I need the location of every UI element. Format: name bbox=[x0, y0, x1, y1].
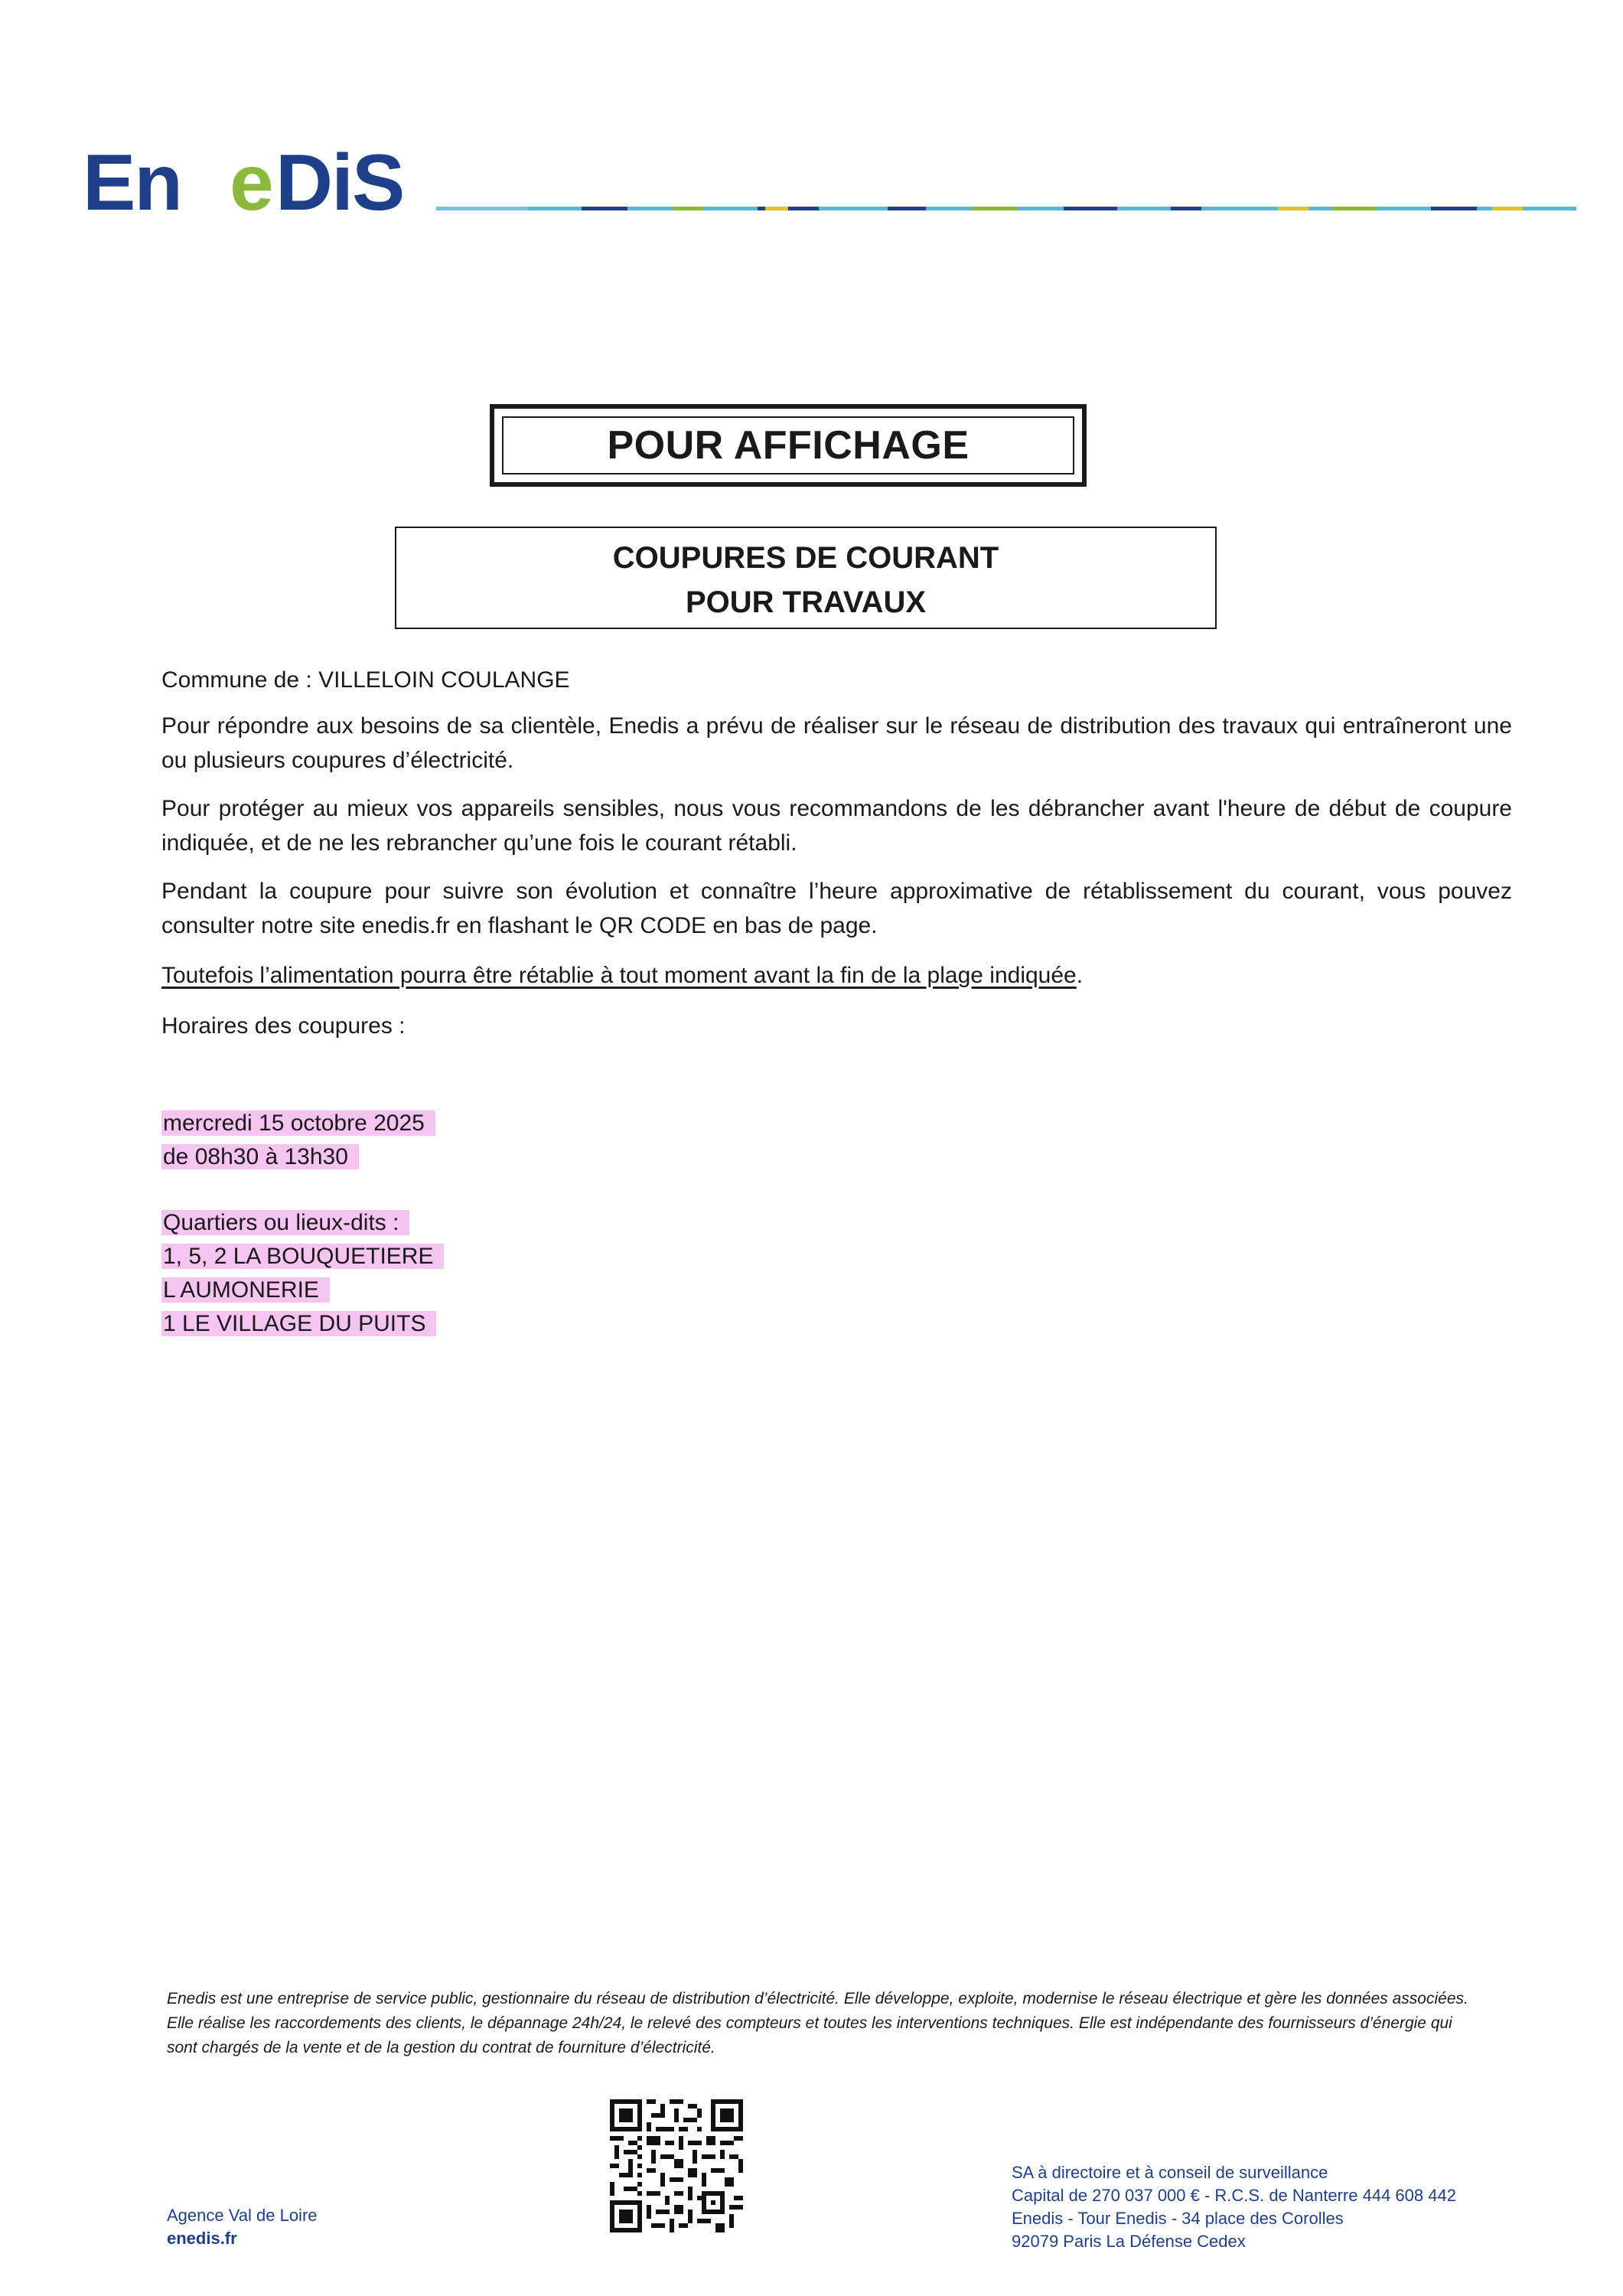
legal-notice: Enedis est une entreprise de service public, gestionnaire du réseau de distribution d’électricité. Elle développe, exploite, modernise le réseau électrique et gère les données associées. Elle réalise les raccordements des clients, le dépannage 24h/24, le relevé des compteurs et toutes les interventions techniques. Elle est indépendante des fournisseurs d’énergie qui sont chargés de la vente et de la gestion du contrat de fourniture d’électricité. bbox=[167, 1990, 1468, 2056]
agency-name: Agence Val de Loire bbox=[167, 2206, 318, 2225]
enedis-logo bbox=[83, 139, 427, 220]
subtitle-line-2: POUR TRAVAUX bbox=[685, 585, 927, 619]
outage-locations bbox=[161, 1206, 1512, 1341]
company-line-1: SA à directoire et à conseil de surveillance bbox=[1012, 2163, 1328, 2182]
company-line-2: Capital de 270 037 000 € - R.C.S. de Nanterre 444 608 442 bbox=[1012, 2186, 1456, 2205]
outage-date: mercredi 15 octobre 2025 bbox=[161, 1110, 435, 1136]
company-line-4: 92079 Paris La Défense Cedex bbox=[1012, 2232, 1246, 2251]
location-item: 1, 5, 2 LA BOUQUETIERE bbox=[161, 1244, 444, 1269]
header-rule bbox=[436, 207, 1576, 210]
warning-text: Toutefois l’alimentation pourra être rétablie à tout moment avant la fin de la plage indiquée bbox=[161, 963, 1077, 988]
location-item: 1 LE VILLAGE DU PUITS bbox=[161, 1311, 436, 1336]
title-box bbox=[490, 404, 1087, 487]
paragraph-protect: Pour protéger au mieux vos appareils sensibles, nous vous recommandons de les débrancher avant l'heure de début de coupure indiquée, et de ne les rebrancher qu’une fois le courant rétabli. bbox=[161, 796, 1512, 856]
page-title: POUR AFFICHAGE bbox=[502, 416, 1074, 475]
agency-block bbox=[167, 2204, 318, 2250]
company-info bbox=[1012, 2161, 1456, 2253]
svg-text:e: e bbox=[230, 139, 274, 220]
website-link[interactable]: enedis.fr bbox=[167, 2229, 237, 2248]
outage-time: de 08h30 à 13h30 bbox=[161, 1144, 359, 1169]
locations-label: Quartiers ou lieux-dits : bbox=[161, 1210, 409, 1235]
qr-code[interactable] bbox=[610, 2099, 743, 2233]
paragraph-needs: Pour répondre aux besoins de sa clientèle, Enedis a prévu de réaliser sur le réseau de distribution des travaux qui entraîneront une ou plusieurs coupures d’électricité. bbox=[161, 713, 1512, 773]
subtitle-line-1: COUPURES DE COURANT bbox=[612, 541, 999, 575]
schedule-label: Horaires des coupures : bbox=[161, 1013, 406, 1039]
paragraph-follow: Pendant la coupure pour suivre son évolution et connaître l’heure approximative de rétablissement du courant, vous pouvez consulter notre site enedis.fr en flashant le QR CODE en bas de page. bbox=[161, 879, 1512, 938]
commune-line: Commune de : VILLELOIN COULANGE bbox=[161, 667, 570, 693]
warning-line bbox=[161, 958, 1512, 993]
warning-period: . bbox=[1076, 963, 1084, 988]
subtitle-box bbox=[395, 527, 1217, 629]
outage-schedule bbox=[161, 1107, 1512, 1174]
location-item: L AUMONERIE bbox=[161, 1277, 330, 1303]
svg-text:En: En bbox=[83, 139, 181, 220]
company-line-3: Enedis - Tour Enedis - 34 place des Corolles bbox=[1012, 2209, 1344, 2228]
svg-text:DiS: DiS bbox=[275, 139, 404, 220]
